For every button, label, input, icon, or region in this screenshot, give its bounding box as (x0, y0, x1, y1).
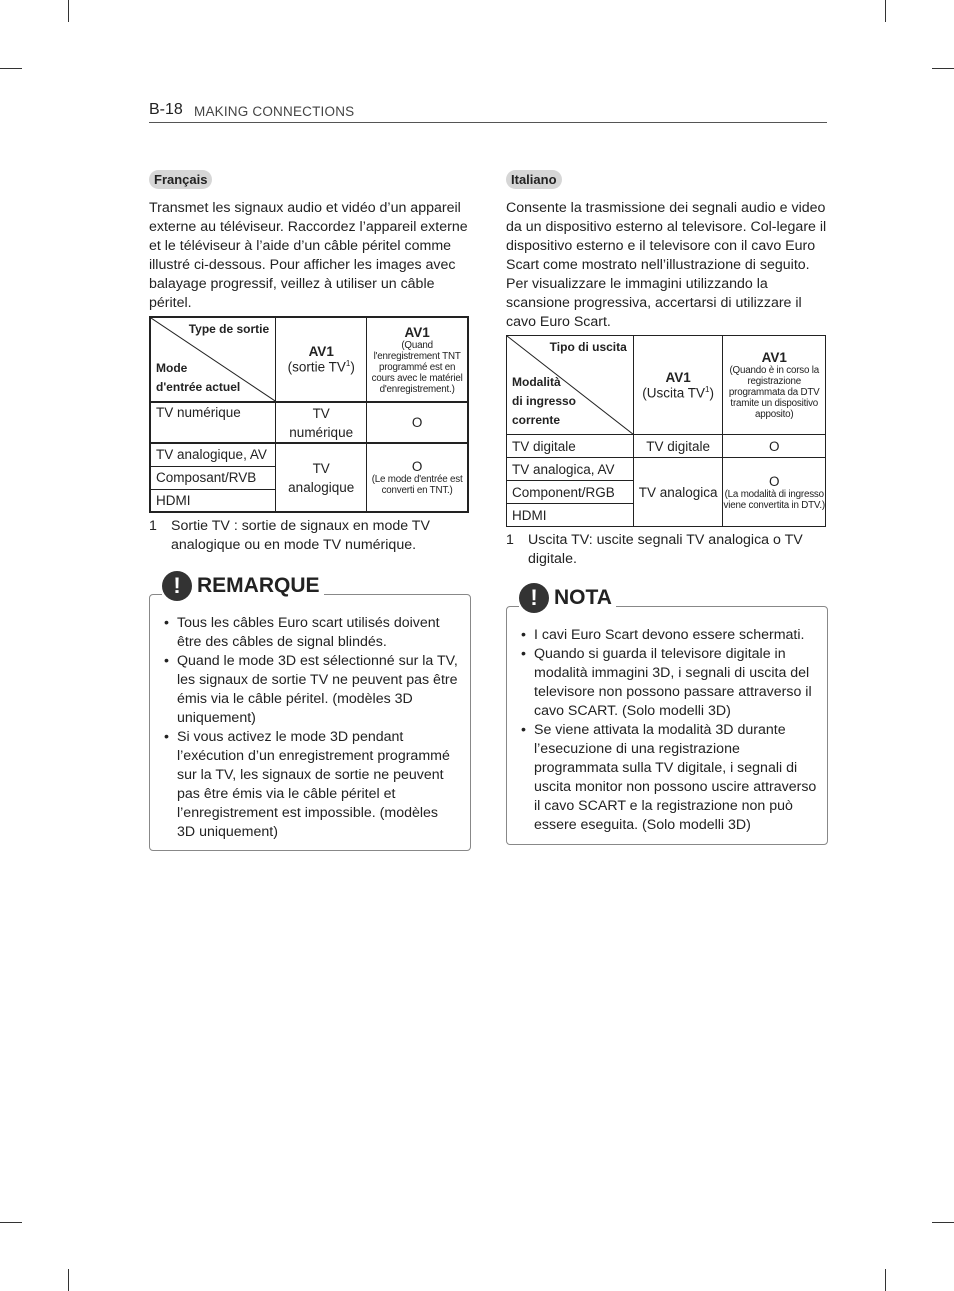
table-cell: O (La modalità di ingresso viene convertita in DTV.) (723, 458, 826, 527)
table-cell: TV digitale (633, 435, 723, 458)
table-cell: O (Le mode d'entrée est converti en TNT.) (367, 443, 468, 512)
exclamation-icon: ! (162, 571, 192, 601)
crop-mark (0, 68, 22, 69)
italian-column (506, 170, 828, 569)
list-item: • Quand le mode 3D est sélectionné sur la TV, les signaux de sortie TV ne peuvent pas être émis via le câble péritel. (modèles 3D uniquement) (164, 652, 460, 728)
crop-mark (932, 1222, 954, 1223)
table-cell: O (723, 435, 826, 458)
column-header-av1: AV1 (Uscita $TV^1$) (633, 336, 723, 435)
table-cell: TV numérique (276, 402, 367, 443)
table-cell: TV analogique (276, 443, 367, 512)
crop-mark (68, 0, 69, 22)
row-label: TV digitale (507, 435, 634, 458)
intro-text: Consente la trasmissione dei segnali audio e video da un dispositivo esterno al televisore. Col-legare il dispositivo esterno e il televisore con il cavo Euro Scart come mostrato nell’illustrazione di seguito. Per visualizzare le immagini utilizzando la scansione progressiva, accertarsi di utilizzare il cavo Euro Scart. (506, 200, 827, 330)
footnote: 1 Uscita TV: uscite segnali TV analogica o TV digitale. (506, 532, 803, 567)
list-item: • Si vous activez le mode 3D pendant l’exécution d’un enregistrement programmé sur la TV, les signaux de sortie ne peuvent pas être émis via le câble péritel et l’enregistrement est impossible. (modèles 3D uniquement) (164, 728, 460, 842)
row-label: TV numérique (150, 402, 276, 443)
language-label-italian: Italiano (506, 170, 562, 189)
crop-mark (885, 0, 886, 22)
crop-mark (0, 1222, 22, 1223)
note-list (164, 614, 460, 842)
output-table-french (149, 316, 469, 513)
corner-header-bottom: Mode d'entrée actuel (156, 361, 241, 394)
page-number: B-18 (149, 101, 183, 118)
table-cell: O (367, 402, 468, 443)
footnote: 1 Sortie TV : sortie de signaux en mode TV analogique ou en mode TV numérique. (149, 518, 430, 553)
section-title: MAKING CONNECTIONS (194, 104, 355, 119)
intro-text: Transmet les signaux audio et vidéo d’un appareil externe au téléviseur. Raccordez l’appareil externe et le téléviseur à l’aide d’un câble péritel comme illustré ci-dessous. Pour afficher les images avec balayage progressif, veillez à utiliser un câble péritel. (149, 200, 468, 311)
note-box-french (149, 573, 471, 851)
list-item: • Tous les câbles Euro scart utilisés doivent être des câbles de signal blindés. (164, 614, 460, 652)
note-title: REMARQUE (197, 574, 320, 597)
page-header (149, 100, 827, 123)
note-title: NOTA (554, 586, 612, 609)
note-box-italian (506, 585, 828, 845)
row-label: TV analogica, AV (507, 458, 634, 481)
corner-header-bottom: Modalità di ingresso corrente (512, 375, 577, 427)
row-label: TV analogique, AV (150, 443, 276, 466)
note-header (162, 571, 324, 601)
column-header-av1-recording: AV1 (Quando è in corso la registrazione programmata da DTV tramite un dispositivo apposito) (723, 336, 826, 435)
table-corner-cell (150, 317, 276, 402)
crop-mark (885, 1269, 886, 1291)
row-label: Composant/RVB (150, 466, 276, 489)
corner-header-top: Type de sortie (188, 322, 270, 336)
table-corner-cell (507, 336, 634, 435)
crop-mark (932, 68, 954, 69)
row-label: HDMI (150, 489, 276, 512)
french-column (149, 170, 471, 555)
language-label-french: Français (149, 170, 212, 189)
note-list (521, 626, 819, 835)
output-table-italian (506, 335, 826, 527)
column-header-av1-recording: AV1 (Quand l'enregistrement TNT programmé est en cours avec le matériel d'enregistrement.) (367, 317, 468, 402)
list-item: • I cavi Euro Scart devono essere schermati. (521, 626, 819, 645)
note-header (519, 583, 616, 613)
row-label: Component/RGB (507, 481, 634, 504)
column-header-av1: AV1 (sortie $TV^1$) (276, 317, 367, 402)
table-cell: TV analogica (633, 458, 723, 527)
row-label: HDMI (507, 504, 634, 527)
list-item: • Quando si guarda il televisore digitale in modalità immagini 3D, i segnali di uscita del televisore non possono passare attraverso il cavo SCART. (Solo modelli 3D) (521, 645, 819, 721)
exclamation-icon: ! (519, 583, 549, 613)
list-item: • Se viene attivata la modalità 3D durante l’esecuzione di una registrazione programmata sulla TV digitale, i segnali di uscita monitor non possono uscire attraverso il cavo SCART e la registrazione non può essere eseguita. (Solo modelli 3D) (521, 721, 819, 835)
crop-mark (68, 1269, 69, 1291)
corner-header-top: Tipo di uscita (549, 340, 627, 354)
